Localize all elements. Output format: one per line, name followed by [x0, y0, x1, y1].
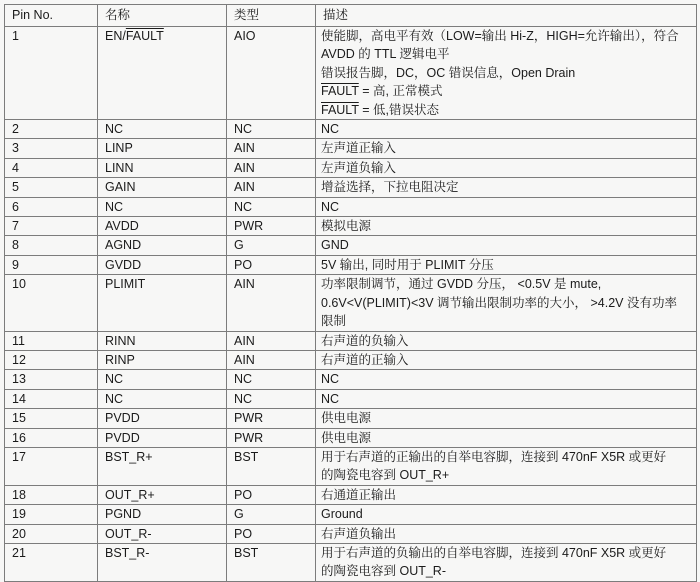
overline-text: FAULT [321, 84, 359, 99]
name-cell: PVDD [98, 409, 227, 428]
pin-table-body [5, 27, 697, 582]
pin-cell: 2 [5, 120, 98, 139]
type-cell: NC [227, 197, 316, 216]
desc-cell: 左声道负输入 [316, 158, 697, 177]
column-header-type: 类型 [227, 5, 316, 27]
type-cell: AIN [227, 275, 316, 331]
pin-cell: 18 [5, 485, 98, 504]
desc-cell: 右声道的负输入 [316, 331, 697, 350]
pin-cell: 6 [5, 197, 98, 216]
description-line: 的陶瓷电容到 OUT_R+ [321, 468, 450, 483]
name-cell: GVDD [98, 255, 227, 274]
table-row [5, 217, 697, 236]
type-cell: AIN [227, 350, 316, 369]
table-row [5, 158, 697, 177]
pin-cell: 10 [5, 275, 98, 331]
pin-cell: 9 [5, 255, 98, 274]
name-cell: AGND [98, 236, 227, 255]
table-row [5, 255, 697, 274]
pin-cell: 11 [5, 331, 98, 350]
table-row [5, 139, 697, 158]
description-line: 0.6V<V(PLIMIT)<3V 调节输出限制功率的大小， >4.2V 没有功率 [321, 295, 677, 310]
desc-cell [316, 447, 697, 485]
description-line: 错误报告脚，DC，OC 错误信息，Open Drain [321, 65, 576, 80]
type-cell: PWR [227, 428, 316, 447]
column-header-pin-no: Pin No. [5, 5, 98, 27]
description-line: 功率限制调节，通过 GVDD 分压， <0.5V 是 mute, [321, 277, 602, 292]
name-cell: NC [98, 370, 227, 389]
column-header-name: 名称 [98, 5, 227, 27]
pin-description-table [4, 4, 697, 582]
type-cell: BST [227, 543, 316, 581]
name-cell: LINP [98, 139, 227, 158]
table-row [5, 120, 697, 139]
desc-cell: 模拟电源 [316, 217, 697, 236]
table-row [5, 27, 697, 120]
description-line: FAULT = 低,错误状态 [321, 102, 439, 117]
desc-cell: 供电电源 [316, 409, 697, 428]
desc-cell: NC [316, 197, 697, 216]
desc-cell: 左声道正输入 [316, 139, 697, 158]
overline-text: FAULT [125, 29, 164, 43]
desc-cell [316, 543, 697, 581]
table-row [5, 524, 697, 543]
type-cell: NC [227, 120, 316, 139]
pin-cell: 15 [5, 409, 98, 428]
desc-cell: 右声道的正输入 [316, 350, 697, 369]
description-line: FAULT = 高, 正常模式 [321, 84, 443, 99]
desc-cell: 供电电源 [316, 428, 697, 447]
type-cell: NC [227, 370, 316, 389]
name-cell: LINN [98, 158, 227, 177]
description-line: 用于右声道的正输出的自举电容脚，连接到 470nF X5R 或更好 [321, 449, 667, 464]
pin-cell: 20 [5, 524, 98, 543]
description-line: 限制 [321, 314, 347, 329]
table-row [5, 409, 697, 428]
name-cell: PGND [98, 505, 227, 524]
desc-cell: NC [316, 389, 697, 408]
type-cell: PWR [227, 217, 316, 236]
name-cell: RINP [98, 350, 227, 369]
desc-cell [316, 275, 697, 331]
overline-text: FAULT [321, 102, 359, 117]
desc-cell: GND [316, 236, 697, 255]
pin-cell: 8 [5, 236, 98, 255]
name-cell: EN/FAULT [98, 27, 227, 120]
pin-cell: 5 [5, 178, 98, 197]
pin-cell: 13 [5, 370, 98, 389]
type-cell: PWR [227, 409, 316, 428]
name-cell: PVDD [98, 428, 227, 447]
pin-cell: 14 [5, 389, 98, 408]
desc-cell [316, 27, 697, 120]
table-row [5, 275, 697, 331]
type-cell: G [227, 505, 316, 524]
name-cell: BST_R+ [98, 447, 227, 485]
pin-cell: 12 [5, 350, 98, 369]
table-row [5, 178, 697, 197]
type-cell: PO [227, 255, 316, 274]
name-cell: RINN [98, 331, 227, 350]
description-line: 的陶瓷电容到 OUT_R- [321, 564, 447, 579]
table-row [5, 197, 697, 216]
name-cell: BST_R- [98, 543, 227, 581]
name-cell: AVDD [98, 217, 227, 236]
type-cell: PO [227, 524, 316, 543]
type-cell: AIN [227, 139, 316, 158]
type-cell: AIN [227, 331, 316, 350]
type-cell: G [227, 236, 316, 255]
table-row [5, 485, 697, 504]
table-row [5, 543, 697, 581]
table-row [5, 350, 697, 369]
desc-cell: NC [316, 120, 697, 139]
pin-cell: 16 [5, 428, 98, 447]
name-cell: GAIN [98, 178, 227, 197]
pin-cell: 17 [5, 447, 98, 485]
name-cell: OUT_R+ [98, 485, 227, 504]
pin-cell: 4 [5, 158, 98, 177]
pin-cell: 1 [5, 27, 98, 120]
desc-cell: Ground [316, 505, 697, 524]
name-cell: NC [98, 120, 227, 139]
desc-cell: 右声道负输出 [316, 524, 697, 543]
desc-cell: NC [316, 370, 697, 389]
name-cell: NC [98, 389, 227, 408]
description-line: 使能脚，高电平有效（LOW=输出 Hi-Z，HIGH=允许输出），符合 [321, 29, 679, 43]
type-cell: NC [227, 389, 316, 408]
table-row [5, 389, 697, 408]
type-cell: AIN [227, 178, 316, 197]
table-row [5, 331, 697, 350]
pin-cell: 21 [5, 543, 98, 581]
table-row [5, 428, 697, 447]
column-header-desc: 描述 [316, 5, 697, 27]
pin-cell: 3 [5, 139, 98, 158]
table-row [5, 370, 697, 389]
desc-cell: 5V 输出, 同时用于 PLIMIT 分压 [316, 255, 697, 274]
header-row [5, 5, 697, 27]
description-line: 用于右声道的负输出的自举电容脚，连接到 470nF X5R 或更好 [321, 545, 667, 560]
table-row [5, 447, 697, 485]
type-cell: BST [227, 447, 316, 485]
desc-cell: 增益选择，下拉电阻决定 [316, 178, 697, 197]
description-line: AVDD 的 TTL 逻辑电平 [321, 47, 450, 62]
type-cell: AIO [227, 27, 316, 120]
name-cell: PLIMIT [98, 275, 227, 331]
name-cell: NC [98, 197, 227, 216]
desc-cell: 右通道正输出 [316, 485, 697, 504]
type-cell: PO [227, 485, 316, 504]
type-cell: AIN [227, 158, 316, 177]
table-row [5, 236, 697, 255]
pin-cell: 19 [5, 505, 98, 524]
name-cell: OUT_R- [98, 524, 227, 543]
table-row [5, 505, 697, 524]
pin-cell: 7 [5, 217, 98, 236]
